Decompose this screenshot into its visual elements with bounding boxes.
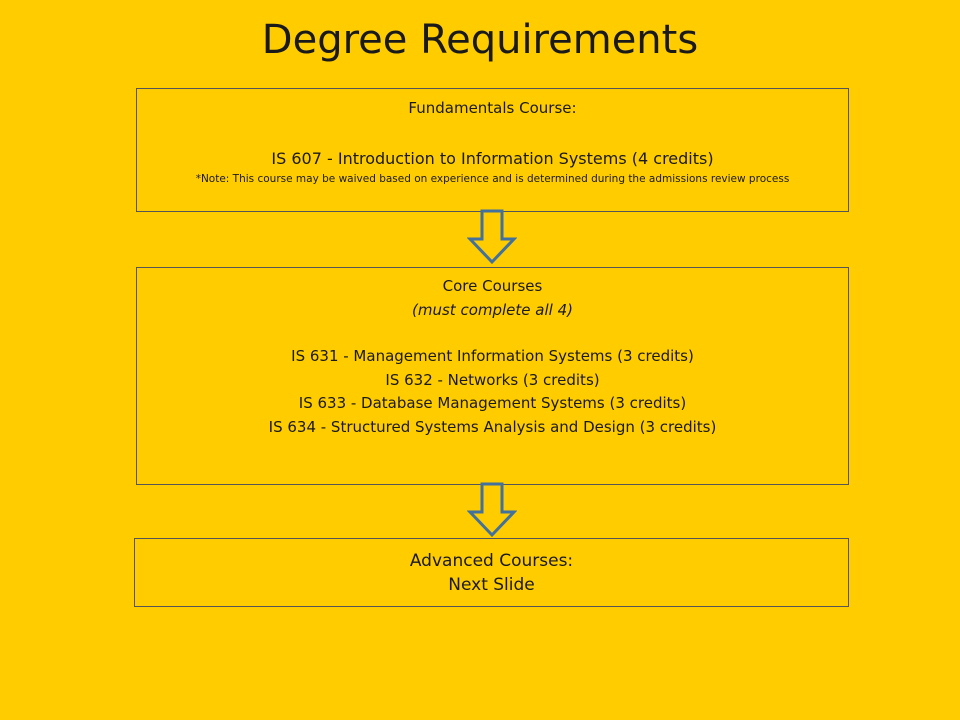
fundamentals-heading: Fundamentals Course: <box>408 99 577 117</box>
core-course-item: IS 634 - Structured Systems Analysis and Design (3 credits) <box>268 417 717 436</box>
fundamentals-note: *Note: This course may be waived based on experience and is determined during the admissions review process <box>195 173 790 185</box>
page-title: Degree Requirements <box>261 17 699 63</box>
core-course-item: IS 633 - Database Management Systems (3 credits) <box>298 394 687 412</box>
advanced-heading: Advanced Courses: <box>409 551 574 571</box>
fundamentals-course: IS 607 - Introduction to Information Systems (4 credits) <box>271 149 714 168</box>
core-course-item: IS 631 - Management Information Systems (3 credits) <box>291 347 694 365</box>
core-heading: Core Courses <box>442 277 543 295</box>
advanced-courses-box <box>134 538 849 607</box>
advanced-subheading: Next Slide <box>448 575 535 595</box>
core-course-item: IS 632 - Networks (3 credits) <box>385 370 600 389</box>
down-arrow-icon <box>467 209 517 265</box>
down-arrow-icon <box>467 482 517 538</box>
fundamentals-box <box>136 88 849 212</box>
core-courses-box <box>136 267 849 485</box>
core-subheading: (must complete all 4) <box>412 300 573 319</box>
